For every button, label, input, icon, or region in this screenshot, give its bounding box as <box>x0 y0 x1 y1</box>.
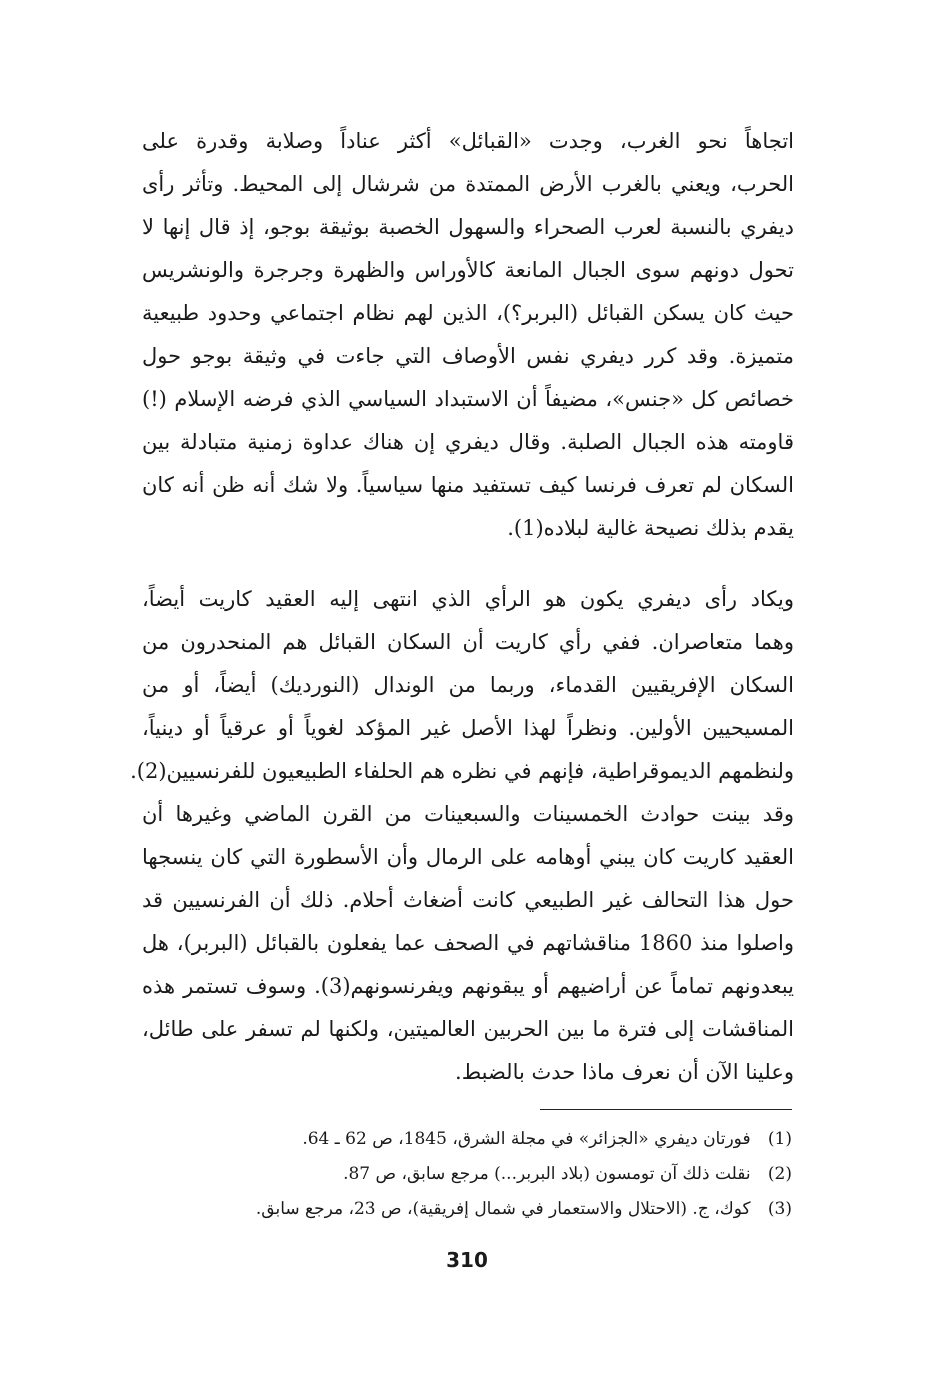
footnote-number: (3) <box>767 1199 792 1219</box>
text-line: تحول دونهم سوى الجبال المانعة كالأوراس والظهرة وجرجرة والونشريس <box>142 258 794 282</box>
footnote-number: (2) <box>767 1164 792 1184</box>
text-line: المسيحيين الأولين. ونظراً لهذا الأصل غير المؤكد لغوياً أو عرقياً أو دينياً، <box>142 716 794 740</box>
paragraph-2 <box>130 578 794 1094</box>
footnote-text: فورتان ديفري «الجزائر» في مجلة الشرق، 1845، ص 62 ـ 64. <box>302 1129 751 1149</box>
text-line: ولنظمهم الديموقراطية، فإنهم في نظره هم الحلفاء الطبيعيون للفرنسيين(2). <box>130 759 794 783</box>
text-line: ويكاد رأى ديفري يكون هو الرأي الذي انتهى إليه العقيد كاريت أيضاً، <box>142 587 794 611</box>
footnote-3 <box>140 1192 792 1227</box>
footnote-text: نقلت ذلك آن تومسون (بلاد البربر...) مرجع سابق، ص 87. <box>343 1164 751 1184</box>
text-line: واصلوا منذ 1860 مناقشاتهم في الصحف عما يفعلون بالقبائل (البربر)، هل <box>142 931 794 955</box>
paragraph-gap <box>142 550 794 578</box>
text-line: الحرب، ويعني بالغرب الأرض الممتدة من شرشال إلى المحيط. وتأثر رأى <box>142 172 794 196</box>
page-number: 310 <box>446 1248 488 1272</box>
text-line: ديفري بالنسبة لعرب الصحراء والسهول الخصبة بوثيقة بوجو، إذ قال إنها لا <box>142 215 794 239</box>
text-line: السكان لم تعرف فرنسا كيف تستفيد منها سياسياً. ولا شك أنه ظن أنه كان <box>142 473 794 497</box>
footnote-1 <box>140 1122 792 1157</box>
text-line: وقد بينت حوادث الخمسينات والسبعينات من القرن الماضي وغيرها أن <box>142 802 794 826</box>
text-line: متميزة. وقد كرر ديفري نفس الأوصاف التي جاءت في وثيقة بوجو حول <box>142 344 794 368</box>
paragraph-1 <box>142 120 794 550</box>
text-line: حول هذا التحالف غير الطبيعي كانت أضغاث أحلام. ذلك أن الفرنسيين قد <box>142 888 794 912</box>
footnote-text: كوك، ج. (الاحتلال والاستعمار في شمال إفريقية)، ص 23، مرجع سابق. <box>255 1199 751 1219</box>
text-line: يبعدونهم تماماً عن أراضيهم أو يبقونهم ويفرنسونهم(3). وسوف تستمر هذه <box>142 974 794 998</box>
footnote-divider <box>540 1109 792 1110</box>
page-body <box>130 120 794 1094</box>
text-line: وهما متعاصران. ففي رأي كاريت أن السكان القبائل هم المنحدرون من <box>142 630 794 654</box>
text-line: اتجاهاً نحو الغرب، وجدت «القبائل» أكثر عناداً وصلابة وقدرة على <box>142 129 794 153</box>
text-line: يقدم بذلك نصيحة غالية لبلاده(1). <box>507 516 794 540</box>
text-line: وعلينا الآن أن نعرف ماذا حدث بالضبط. <box>455 1060 794 1084</box>
footnotes <box>140 1122 792 1227</box>
text-line: العقيد كاريت كان يبني أوهامه على الرمال وأن الأسطورة التي كان ينسجها <box>142 845 794 869</box>
footnote-number: (1) <box>767 1129 792 1149</box>
text-line: حيث كان يسكن القبائل (البربر؟)، الذين لهم نظام اجتماعي وحدود طبيعية <box>142 301 794 325</box>
text-line: قاومته هذه الجبال الصلبة. وقال ديفري إن هناك عداوة زمنية متبادلة بين <box>142 430 794 454</box>
text-line: السكان الإفريقيين القدماء، وربما من الوندال (النورديك) أيضاً، أو من <box>142 673 794 697</box>
text-line: خصائص كل «جنس»، مضيفاً أن الاستبداد السياسي الذي فرضه الإسلام (!) <box>142 387 794 411</box>
footnote-2 <box>140 1157 792 1192</box>
text-line: المناقشات إلى فترة ما بين الحربين العالميتين، ولكنها لم تسفر على طائل، <box>142 1017 794 1041</box>
